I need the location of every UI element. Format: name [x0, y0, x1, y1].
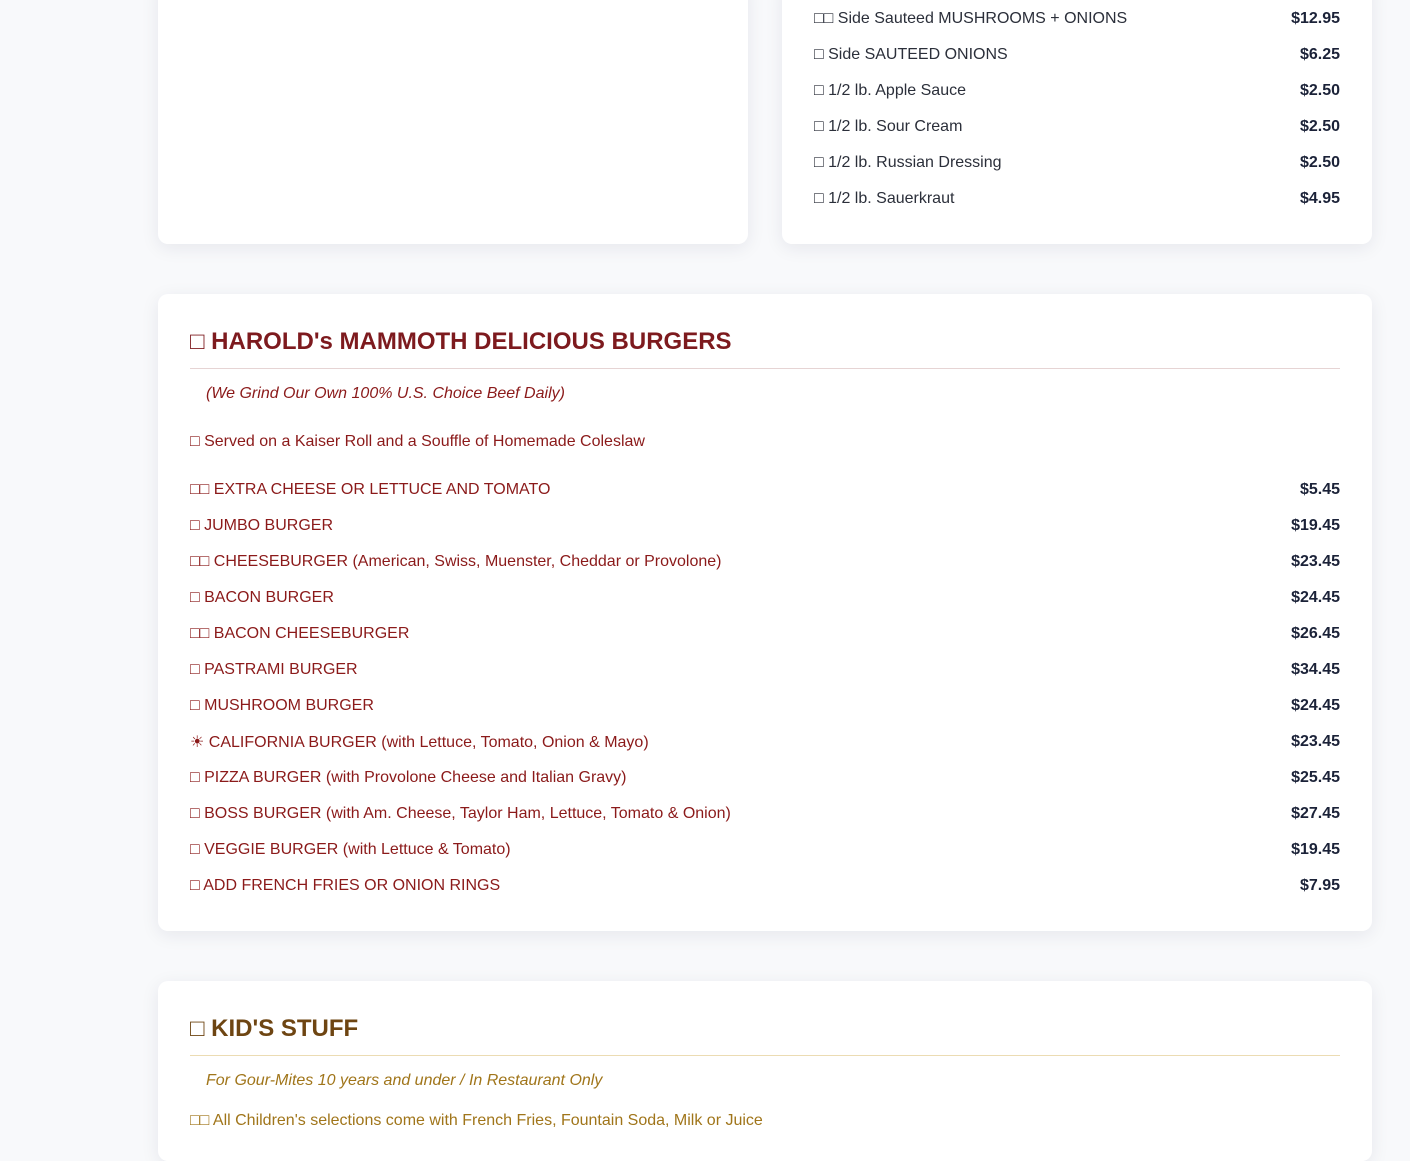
side-item [814, 153, 1340, 173]
burger-item-name: □ BACON BURGER [190, 589, 334, 606]
burger-item-name: ☀ CALIFORNIA BURGER (with Lettuce, Tomato, Onion & Mayo) [190, 734, 649, 751]
kids-subtitle: For Gour-Mites 10 years and under / In Restaurant Only [206, 1072, 603, 1089]
side-item-price: $2.50 [1299, 82, 1340, 99]
side-item [814, 189, 1340, 209]
side-item-price: $4.95 [1299, 190, 1340, 207]
burger-item [190, 840, 1340, 860]
burgers-section-title: □ HAROLD's MAMMOTH DELICIOUS BURGERS [190, 328, 1340, 369]
kids-section-title: □ KID'S STUFF [190, 1015, 1340, 1056]
burgers-subtitle: (We Grind Our Own 100% U.S. Choice Beef Daily) [206, 385, 565, 402]
burger-item [190, 732, 1340, 752]
side-item [814, 117, 1340, 137]
burger-item-name: □ MUSHROOM BURGER [190, 697, 374, 714]
burger-item [190, 624, 1340, 644]
side-item-name: □ 1/2 lb. Sour Cream [814, 118, 963, 135]
burger-item [190, 480, 1340, 500]
burger-item-price: $26.45 [1291, 625, 1340, 642]
burger-item-name: □ BOSS BURGER (with Am. Cheese, Taylor Ham, Lettuce, Tomato & Onion) [190, 805, 731, 822]
burger-item [190, 552, 1340, 572]
burger-item-price: $23.45 [1291, 733, 1340, 750]
side-item-price: $12.95 [1291, 10, 1340, 27]
side-item-name: □□ Side Sauteed MUSHROOMS + ONIONS [814, 10, 1128, 27]
side-item-name: □ 1/2 lb. Russian Dressing [814, 154, 1002, 171]
side-item [814, 45, 1340, 65]
burger-item-price: $34.45 [1291, 661, 1340, 678]
burger-item-price: $24.45 [1291, 697, 1340, 714]
burger-item-price: $27.45 [1291, 805, 1340, 822]
burger-item [190, 804, 1340, 824]
burger-item-price: $7.95 [1299, 877, 1340, 894]
burger-item [190, 660, 1340, 680]
side-item-price: $2.50 [1299, 118, 1340, 135]
burger-item-name: □□ BACON CHEESEBURGER [190, 625, 410, 642]
burger-item-name: □ ADD FRENCH FRIES OR ONION RINGS [190, 877, 501, 894]
kids-note: □□ All Children's selections come with French Fries, Fountain Soda, Milk or Juice [190, 1112, 763, 1129]
side-item-name: □ 1/2 lb. Sauerkraut [814, 190, 955, 207]
burger-item-name: □ PIZZA BURGER (with Provolone Cheese and Italian Gravy) [190, 769, 627, 786]
burger-item [190, 516, 1340, 536]
burger-item [190, 876, 1340, 896]
side-item [814, 9, 1340, 29]
side-item [814, 81, 1340, 101]
burger-item-name: □□ CHEESEBURGER (American, Swiss, Muenster, Cheddar or Provolone) [190, 553, 722, 570]
burger-item-price: $23.45 [1291, 553, 1340, 570]
burger-item-price: $25.45 [1291, 769, 1340, 786]
kids-card [158, 981, 1372, 1161]
burger-item-price: $5.45 [1299, 481, 1340, 498]
burger-item [190, 588, 1340, 608]
burger-item [190, 768, 1340, 788]
burger-item-name: □ PASTRAMI BURGER [190, 661, 358, 678]
burger-item-name: □ JUMBO BURGER [190, 517, 334, 534]
burger-item-name: □ VEGGIE BURGER (with Lettuce & Tomato) [190, 841, 511, 858]
menu-card-left [158, 0, 748, 244]
burger-item-price: $19.45 [1291, 841, 1340, 858]
burger-item-price: $19.45 [1291, 517, 1340, 534]
burgers-note: □ Served on a Kaiser Roll and a Souffle of Homemade Coleslaw [190, 433, 645, 450]
burger-item-price: $24.45 [1291, 589, 1340, 606]
side-item-name: □ Side SAUTEED ONIONS [814, 46, 1008, 63]
side-item-price: $6.25 [1299, 46, 1340, 63]
burger-item-name: □□ EXTRA CHEESE OR LETTUCE AND TOMATO [190, 481, 551, 498]
side-item-price: $2.50 [1299, 154, 1340, 171]
burger-item [190, 696, 1340, 716]
side-item-name: □ 1/2 lb. Apple Sauce [814, 82, 966, 99]
